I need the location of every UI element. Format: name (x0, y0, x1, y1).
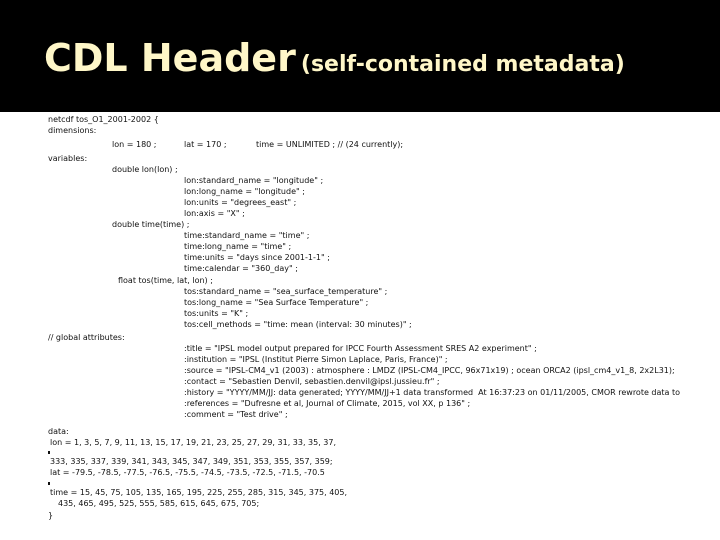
dimensions-label: dimensions: (48, 126, 97, 135)
dim-lon: lon = 180 ; (112, 140, 157, 149)
global-attr-line: :source = "IPSL-CM4_v1 (2003) : atmosphere : LMDZ (IPSL-CM4_IPCC, 96x71x19) ; ocean ORCA2 (ipsl_cm4_v1_8, 2x2L31); (184, 366, 675, 375)
var-attr-line: tos:standard_name = "sea_surface_temperature" ; (184, 287, 388, 296)
global-attributes-label: // global attributes: (48, 333, 125, 342)
global-attr-line: :institution = "IPSL (Institut Pierre Simon Laplace, Paris, France)" ; (184, 355, 448, 364)
lon-data-line: 333, 335, 337, 339, 341, 343, 345, 347, 349, 351, 353, 355, 357, 359; (50, 457, 333, 466)
var-attr-line: tos:units = "K" ; (184, 309, 249, 318)
var-line: float tos(time, lat, lon) ; (118, 276, 213, 285)
var-attr-line: lon:units = "degrees_east" ; (184, 198, 297, 207)
cdl-netcdf-line: netcdf tos_O1_2001-2002 { (48, 115, 159, 124)
lon-data-line: lon = 1, 3, 5, 7, 9, 11, 13, 15, 17, 19, 21, 23, 25, 27, 29, 31, 33, 35, 37, (50, 438, 337, 447)
variables-label: variables: (48, 154, 88, 163)
global-attr-line: :contact = "Sebastien Denvil, sebastien.denvil@ipsl.jussieu.fr" ; (184, 377, 440, 386)
bullet-marker (48, 451, 50, 454)
slide-title (44, 36, 625, 80)
title-bar (0, 0, 720, 112)
var-attr-line: lon:long_name = "longitude" ; (184, 187, 305, 196)
var-line: double lon(lon) ; (112, 165, 178, 174)
dim-lat: lat = 170 ; (184, 140, 227, 149)
var-attr-line: time:units = "days since 2001-1-1" ; (184, 253, 330, 262)
var-attr-line: tos:cell_methods = "time: mean (interval: 30 minutes)" ; (184, 320, 412, 329)
var-line: double time(time) ; (112, 220, 190, 229)
dim-time: time = UNLIMITED ; // (24 currently); (256, 140, 404, 149)
global-attr-line: :comment = "Test drive" ; (184, 410, 288, 419)
cdl-document (0, 112, 720, 540)
var-attr-line: time:long_name = "time" ; (184, 242, 292, 251)
closing-brace: } (48, 511, 54, 520)
var-attr-line: time:calendar = "360_day" ; (184, 264, 298, 273)
slide-title-sub: (self-contained metadata) (300, 52, 625, 77)
lat-data-line: lat = -79.5, -78.5, -77.5, -76.5, -75.5, -74.5, -73.5, -72.5, -71.5, -70.5 (50, 468, 325, 477)
var-attr-line: time:standard_name = "time" ; (184, 231, 310, 240)
global-attr-line: :title = "IPSL model output prepared for IPCC Fourth Assessment SRES A2 experiment" ; (184, 344, 537, 353)
var-attr-line: tos:long_name = "Sea Surface Temperature" ; (184, 298, 369, 307)
var-attr-line: lon:axis = "X" ; (184, 209, 245, 218)
time-data-line: 435, 465, 495, 525, 555, 585, 615, 645, 675, 705; (58, 499, 260, 508)
var-attr-line: lon:standard_name = "longitude" ; (184, 176, 324, 185)
time-data-line: time = 15, 45, 75, 105, 135, 165, 195, 225, 255, 285, 315, 345, 375, 405, (50, 488, 348, 497)
data-label: data: (48, 427, 69, 436)
slide-title-main: CDL Header (44, 36, 296, 80)
bullet-marker (48, 482, 50, 485)
global-attr-line: :history = "YYYY/MM/JJ: data generated; YYYY/MM/JJ+1 data transformed At 16:37:23 on 01/11/2005, CMOR rewrote data to (184, 388, 681, 397)
global-attr-line: :references = "Dufresne et al, Journal of Climate, 2015, vol XX, p 136" ; (184, 399, 471, 408)
